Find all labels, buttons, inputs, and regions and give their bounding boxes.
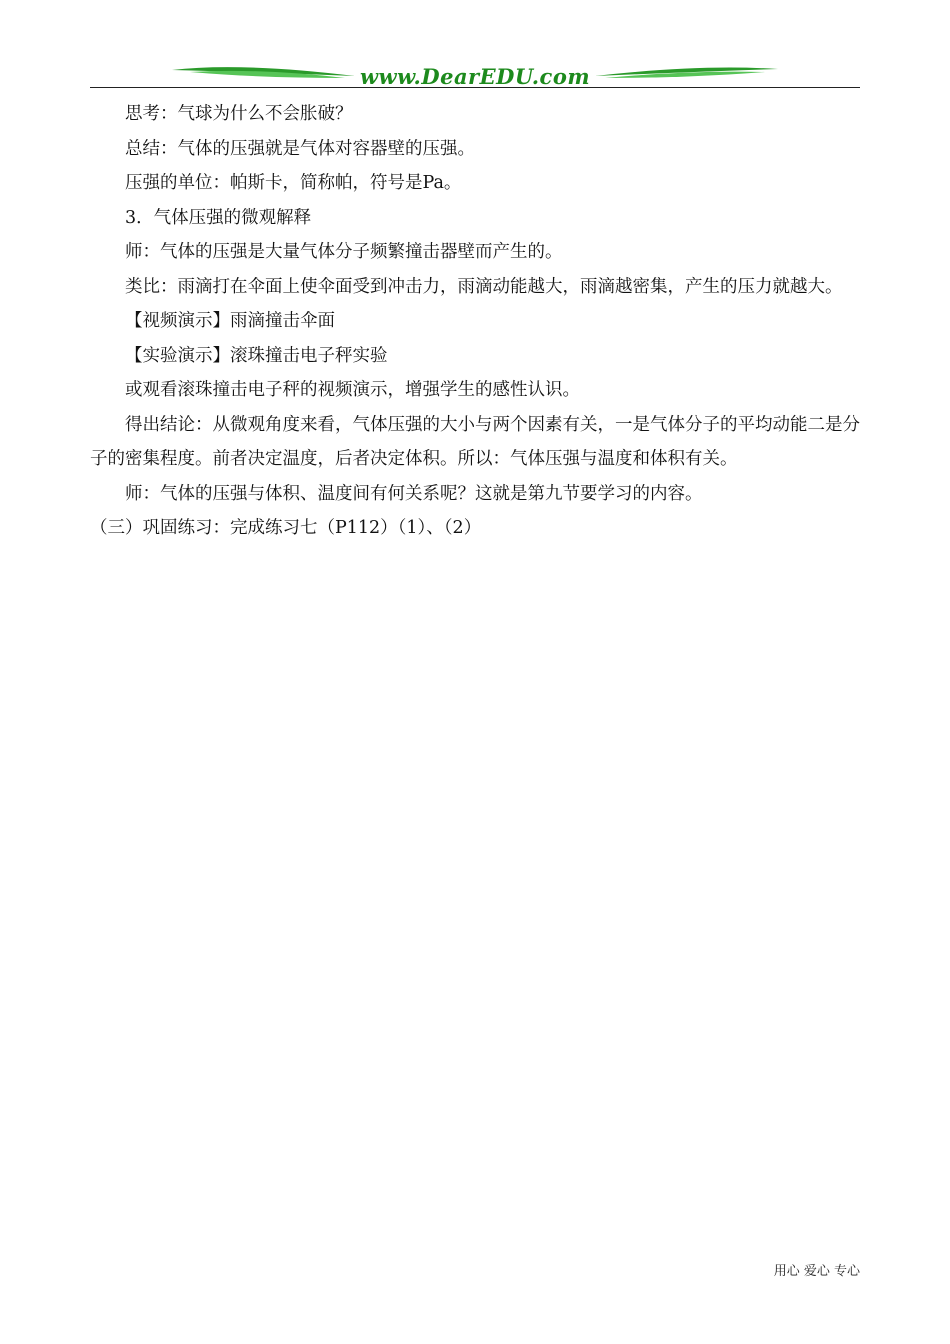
section-heading: 3．气体压强的微观解释: [125, 207, 312, 228]
paragraph-unit: 压强的单位：帕斯卡，简称帕，符号是Pa。: [125, 173, 462, 193]
paragraph-conclusion: 得出结论：从微观角度来看，气体压强的大小与两个因素有关，一是气体分子的平均动能二是分子的密集程度。前者决定温度，后者决定体积。所以：气体压强与温度和体积有关。: [90, 414, 860, 469]
paragraph-analogy: 类比：雨滴打在伞面上使伞面受到冲击力，雨滴动能越大，雨滴越密集，产生的压力就越大。: [125, 276, 843, 297]
paragraph-experiment-demo: 【实验演示】滚珠撞击电子秤实验: [125, 345, 388, 366]
header-banner: [90, 58, 860, 90]
paragraph-exercise: （三）巩固练习：完成练习七（P112）（1）、（2）: [90, 518, 482, 538]
paragraph-think: 思考：气球为什么不会胀破？: [125, 104, 353, 124]
paragraph-teacher-1: 师：气体的压强是大量气体分子频繁撞击器壁而产生的。: [125, 242, 563, 262]
paragraph-summary: 总结：气体的压强就是气体对容器壁的压强。: [125, 138, 475, 159]
document-body: [90, 97, 862, 546]
paragraph-video-demo: 【视频演示】雨滴撞击伞面: [125, 311, 335, 331]
header-rule: [90, 87, 860, 88]
site-logo-text: www.DearEDU.com: [359, 64, 591, 89]
page-footer: 用心 爱心 专心: [773, 1264, 860, 1279]
paragraph-teacher-2: 师：气体的压强与体积、温度间有何关系呢？这就是第九节要学习的内容。: [125, 483, 703, 504]
paragraph-alternative: 或观看滚珠撞击电子秤的视频演示，增强学生的感性认识。: [125, 380, 580, 400]
